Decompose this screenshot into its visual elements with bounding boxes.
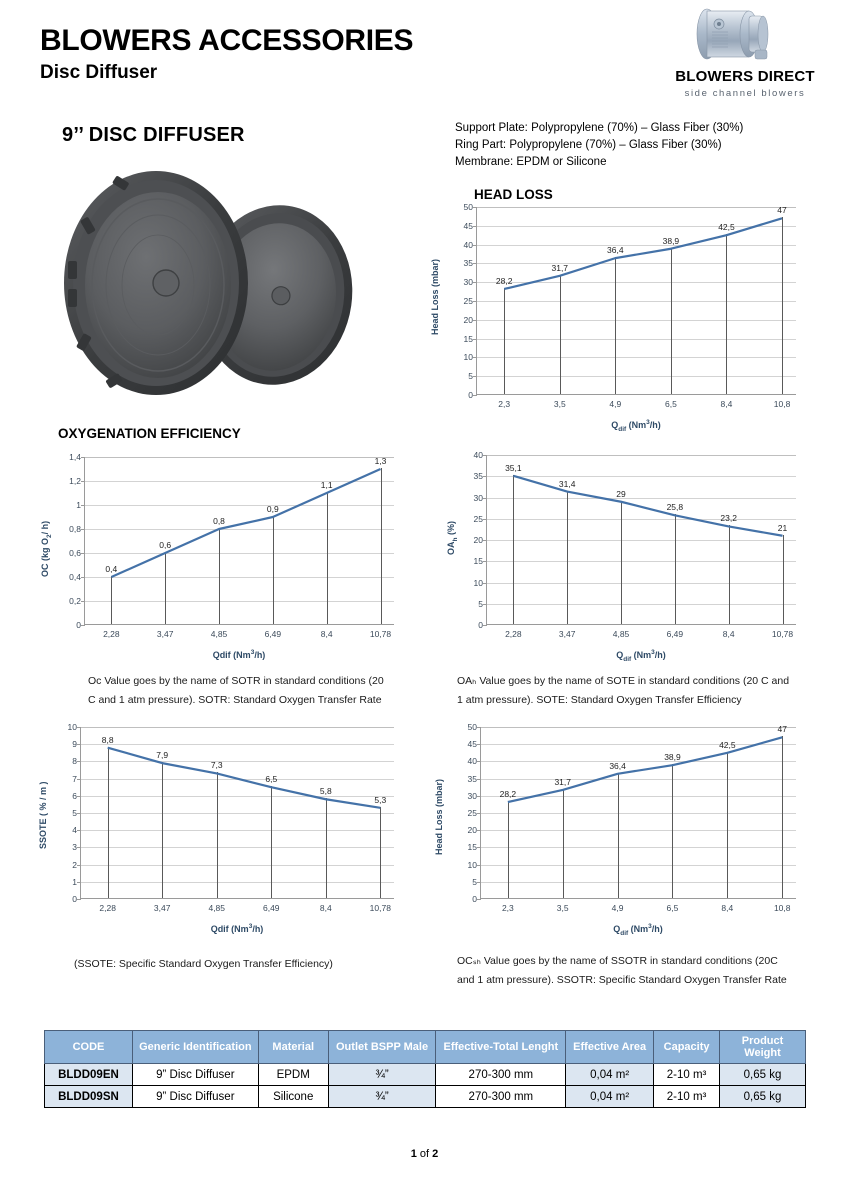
y-axis-tick-label: 5 [72, 808, 77, 818]
page-subtitle: Disc Diffuser [40, 62, 158, 83]
x-axis-tick-label: 8,4 [722, 629, 735, 639]
data-point-label: 7,3 [210, 760, 223, 771]
data-point-label: 21 [777, 522, 788, 533]
series-line [85, 457, 395, 625]
x-axis-tick-label: 4,9 [611, 903, 624, 913]
data-point-label: 23,2 [720, 513, 737, 524]
y-axis-tick-label: 5 [472, 876, 477, 887]
page-footer [0, 1148, 849, 1160]
y-axis-tick-label: 35 [467, 773, 477, 784]
x-axis-title: $Q_{dif}$ (Nm$^3$/h) [616, 649, 666, 663]
data-point-label: 31,7 [551, 262, 569, 273]
y-tick-mark [81, 625, 85, 626]
y-axis-tick-label: 30 [467, 790, 477, 801]
data-point-label: 1,3 [374, 456, 387, 466]
head-loss-section-title: HEAD LOSS [474, 187, 553, 202]
data-point-label: 5,8 [319, 786, 332, 797]
data-point-label: 36,4 [609, 760, 626, 771]
y-axis-tick-label: 15 [463, 333, 473, 344]
x-axis-tick-label: 2,28 [99, 903, 116, 913]
x-axis-title: $Q_{dif}$ (Nm$^3$/h) [611, 419, 661, 433]
table-row [45, 1064, 806, 1086]
th-area: Effective Area [566, 1031, 654, 1064]
cell-length: 270-300 mm [436, 1064, 566, 1086]
cell-capacity: 2-10 m³ [654, 1064, 720, 1086]
table-row [45, 1086, 806, 1108]
x-axis-tick-label: 10,78 [369, 903, 391, 913]
y-axis-tick-label: 20 [463, 314, 473, 325]
y-axis-tick-label: 6 [72, 790, 77, 801]
x-axis-tick-label: 8,4 [720, 399, 733, 409]
data-point-label: 7,9 [156, 750, 169, 761]
th-weight: Product Weight [720, 1031, 806, 1064]
y-axis-tick-label: 15 [473, 556, 483, 567]
y-axis-tick-label: 45 [463, 220, 473, 231]
data-point-label: 0,4 [105, 564, 118, 574]
x-axis-tick-label: 6,5 [664, 399, 677, 409]
data-point-label: 36,4 [607, 245, 624, 256]
disc-diffuser-photo [58, 163, 383, 408]
brand-tagline: side channel blowers [684, 88, 806, 99]
x-axis-tick-label: 10,8 [773, 399, 791, 409]
cell-outlet: ¾” [328, 1064, 436, 1086]
y-axis-tick-label: 40 [467, 756, 477, 767]
series-line [81, 727, 395, 899]
cell-material: EPDM [258, 1064, 328, 1086]
x-axis-tick-label: 3,5 [553, 399, 566, 409]
x-axis-tick-label: 4,85 [210, 629, 228, 639]
plot-area [463, 202, 796, 409]
y-tick-mark [483, 625, 487, 626]
cell-length: 270-300 mm [436, 1086, 566, 1108]
y-axis-tick-label: 0 [478, 620, 483, 630]
x-axis-tick-label: 10,8 [773, 903, 791, 913]
data-point-label: 1,1 [320, 480, 333, 490]
data-point-label: 28,2 [495, 275, 513, 286]
y-axis-tick-label: 0,4 [69, 572, 81, 582]
x-axis-tick-label: 4,9 [609, 399, 622, 409]
cell-code: BLDD09SN [45, 1086, 133, 1108]
page-title: BLOWERS ACCESSORIES [40, 24, 414, 57]
x-axis-title: Qdif (Nm$^3$/h) [210, 923, 264, 934]
chart-ssote [38, 722, 394, 934]
x-axis-tick-label: 4,85 [612, 629, 630, 639]
th-generic: Generic Identification [132, 1031, 258, 1064]
data-point-label: 42,5 [718, 222, 735, 233]
chart-head-loss-top [430, 202, 796, 433]
y-axis-tick-label: 5 [468, 371, 473, 382]
series-line [477, 207, 797, 395]
x-axis-tick-label: 2,3 [498, 399, 511, 409]
cell-weight: 0,65 kg [720, 1064, 806, 1086]
y-axis-tick-label: 1 [76, 500, 81, 510]
chart-oxygenation-oc [40, 452, 394, 660]
spec-support-plate: Support Plate: Polypropylene (70%) – Glass Fiber (30%) [455, 122, 744, 134]
x-axis-title: $Q_{dif}$ (Nm$^3$/h) [613, 923, 663, 937]
chart-oxygenation-oa [446, 450, 796, 663]
cell-generic: 9” Disc Diffuser [132, 1086, 258, 1108]
y-axis-tick-label: 2 [72, 859, 77, 870]
cell-capacity: 2-10 m³ [654, 1086, 720, 1108]
y-axis-tick-label: 15 [467, 842, 477, 853]
plot-area [467, 722, 796, 913]
y-axis-tick-label: 20 [467, 825, 477, 836]
data-point-label: 8,8 [101, 734, 114, 745]
y-axis-tick-label: 4 [72, 825, 77, 836]
y-axis-tick-label: 50 [463, 202, 473, 212]
x-axis-tick-label: 8,4 [319, 903, 332, 913]
y-axis-tick-label: 1,2 [69, 476, 81, 486]
x-axis-tick-label: 10,78 [771, 629, 794, 639]
x-axis-tick-label: 6,49 [264, 629, 282, 639]
side-channel-blower-icon [685, 6, 790, 64]
y-axis-tick-label: 30 [473, 492, 483, 503]
x-axis-tick-label: 6,49 [666, 629, 684, 639]
data-point-label: 0,8 [213, 516, 225, 526]
footer-page-total: 2 [432, 1148, 439, 1160]
y-axis-tick-label: 50 [467, 722, 477, 732]
y-axis-tick-label: 5 [478, 598, 483, 609]
footer-page-current: 1 [410, 1148, 417, 1160]
y-axis-tick-label: 3 [72, 842, 77, 853]
y-tick-mark [477, 899, 481, 900]
y-axis-title: SSOTE ( % / m ) [38, 781, 48, 849]
y-axis-tick-label: 0 [76, 620, 81, 630]
y-axis-tick-label: 10 [473, 577, 483, 588]
y-axis-title: $OA_h$ (%) [446, 521, 459, 555]
series-line [481, 727, 797, 899]
data-point-label: 42,5 [719, 739, 736, 750]
x-axis-tick-label: 2,28 [103, 629, 120, 639]
data-point-label: 38,9 [662, 235, 680, 246]
y-axis-tick-label: 25 [467, 808, 477, 818]
th-outlet: Outlet BSPP Male [328, 1031, 436, 1064]
y-axis-tick-label: 10 [467, 859, 477, 870]
x-axis-tick-label: 2,3 [501, 903, 514, 913]
y-axis-tick-label: 40 [463, 239, 473, 250]
y-tick-mark [473, 395, 477, 396]
data-point-label: 31,7 [554, 776, 571, 787]
x-axis-tick-label: 8,4 [320, 629, 333, 639]
th-code: CODE [45, 1031, 133, 1064]
data-point-label: 47 [777, 724, 787, 735]
data-point-label: 0,9 [266, 504, 279, 514]
data-point-label: 6,5 [265, 774, 278, 785]
y-axis-tick-label: 7 [72, 773, 77, 784]
caption-ssote: (SSOTE: Specific Standard Oxygen Transfer Efficiency) [74, 958, 333, 970]
data-point-label: 31,4 [558, 478, 576, 489]
x-axis-tick-label: 3,47 [156, 629, 174, 639]
cell-area: 0,04 m² [566, 1086, 654, 1108]
y-axis-tick-label: 25 [463, 296, 473, 306]
y-axis-title: OC (kg $O_2/$ h) [40, 520, 53, 577]
x-axis-tick-label: 2,28 [505, 629, 522, 639]
footer-of: of [419, 1148, 430, 1160]
data-point-label: 29 [616, 488, 626, 499]
y-axis-title: Head Loss (mbar) [434, 778, 444, 855]
x-axis-tick-label: 10,78 [369, 629, 392, 639]
caption-oa: OAₕ Value goes by the name of SOTE in standard conditions (20 C and 1 atm pressure). SOTE: Standard Oxygen Transfer Efficiency [457, 675, 790, 706]
y-axis-title: Head Loss (mbar) [430, 258, 440, 335]
plot-area [69, 452, 394, 639]
x-axis-tick-label: 3,5 [556, 903, 569, 913]
y-axis-tick-label: 10 [67, 722, 77, 732]
oxygenation-section-title: OXYGENATION EFFICIENCY [58, 426, 241, 441]
y-axis-tick-label: 1,4 [69, 452, 81, 462]
data-point-label: 47 [777, 205, 787, 216]
caption-oc: Oc Value goes by the name of SOTR in standard conditions (20 C and 1 atm pressure). SOTR: Standard Oxygen Transfer Rate [88, 675, 384, 706]
x-axis-tick-label: 6,49 [262, 903, 280, 913]
x-axis-tick-label: 8,4 [721, 903, 734, 913]
cell-generic: 9” Disc Diffuser [132, 1064, 258, 1086]
data-point-label: 28,2 [499, 788, 517, 799]
spec-membrane: Membrane: EPDM or Silicone [455, 156, 607, 168]
cell-material: Silicone [258, 1086, 328, 1108]
plot-area [473, 450, 796, 639]
cell-outlet: ¾” [328, 1086, 436, 1108]
y-axis-tick-label: 0 [472, 894, 477, 904]
data-point-label: 35,1 [505, 462, 522, 473]
spec-ring-part: Ring Part: Polypropylene (70%) – Glass Fiber (30%) [455, 139, 722, 151]
brand-logo [655, 6, 835, 104]
y-axis-tick-label: 8 [72, 756, 77, 767]
data-point-label: 5,3 [374, 794, 387, 805]
y-axis-tick-label: 9 [72, 739, 77, 750]
cell-weight: 0,65 kg [720, 1086, 806, 1108]
x-axis-tick-label: 3,47 [558, 629, 576, 639]
data-point-label: 38,9 [664, 752, 681, 763]
material-specs [455, 120, 795, 171]
data-point-label: 0,6 [159, 540, 172, 550]
x-axis-tick-label: 6,5 [666, 903, 679, 913]
th-capacity: Capacity [654, 1031, 720, 1064]
y-axis-tick-label: 0,2 [69, 596, 81, 606]
table-header-row [45, 1031, 806, 1064]
caption-ocsh: OCₛₕ Value goes by the name of SSOTR in standard conditions (20C and 1 atm pressure). SSOTR: Specific Standard Oxygen Transfer Rate [457, 955, 787, 986]
brand-name: BLOWERS DIRECT [675, 68, 815, 85]
y-axis-tick-label: 0 [468, 390, 473, 400]
y-axis-tick-label: 40 [473, 450, 483, 460]
y-axis-tick-label: 45 [467, 739, 477, 750]
y-axis-tick-label: 30 [463, 277, 473, 288]
chart-head-loss-bottom [434, 722, 796, 937]
data-point-label: 25,8 [666, 502, 684, 513]
y-axis-tick-label: 0,8 [69, 524, 81, 534]
y-axis-tick-label: 0 [72, 894, 77, 904]
plot-area [67, 722, 394, 913]
th-length: Effective-Total Lenght [436, 1031, 566, 1064]
page-header [0, 0, 849, 110]
th-material: Material [258, 1031, 328, 1064]
y-tick-mark [77, 899, 81, 900]
x-axis-tick-label: 3,47 [153, 903, 171, 913]
series-line [487, 455, 797, 625]
y-axis-tick-label: 1 [72, 876, 77, 887]
y-axis-tick-label: 0,6 [69, 548, 81, 558]
y-axis-tick-label: 25 [473, 513, 483, 524]
specifications-table [44, 1030, 806, 1108]
y-axis-tick-label: 35 [473, 471, 483, 482]
cell-area: 0,04 m² [566, 1064, 654, 1086]
cell-code: BLDD09EN [45, 1064, 133, 1086]
product-title: 9’’ DISC DIFFUSER [62, 124, 245, 146]
y-axis-tick-label: 20 [473, 535, 483, 545]
x-axis-tick-label: 4,85 [208, 903, 226, 913]
x-axis-title: Qdif (Nm$^3$/h) [212, 649, 266, 660]
y-axis-tick-label: 35 [463, 258, 473, 269]
y-axis-tick-label: 10 [463, 352, 473, 363]
